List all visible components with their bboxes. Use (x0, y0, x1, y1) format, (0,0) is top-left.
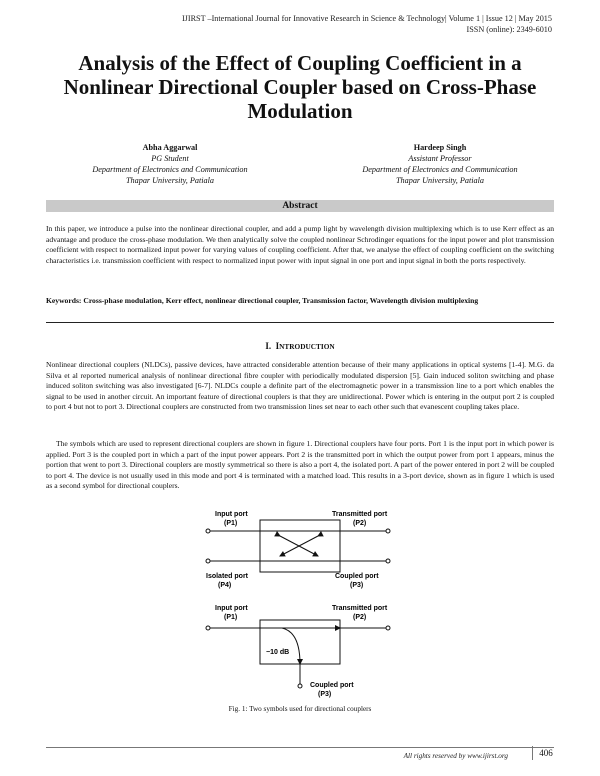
port-3-terminal (386, 559, 390, 563)
bottom-coupled-port-label: Coupled port (310, 682, 354, 689)
author-block-2 (325, 142, 555, 186)
port-4-terminal (206, 559, 210, 563)
top-coupled-port-label: Coupled port (335, 573, 379, 580)
figure-caption: Fig. 1: Two symbols used for directional couplers (228, 705, 372, 713)
author-role: Assistant Professor (408, 154, 472, 163)
section-number: I. (265, 341, 272, 351)
author-department: Department of Electronics and Communication (92, 165, 248, 174)
body-paragraph-1: Nonlinear directional couplers (NLDCs), passive devices, have attracted considerable attention because of their many applications in optical systems [1-4]. M.G. da Silva et al reported numerical analysis of nonlinear directional fibre coupler with periodically modulated dispersion [5]. Gain induced soliton switching and phase induced soliton switching was also investigated [6-7]. NLDCs couple a definite part of the electromagnetic power in a transmission line to a port which enables the signal to be used in another circuit. An important feature of directional couplers is that they are unidirectional. Power which is entering in the output port 2 is coupled to port 4 but not to port 3. Directional couplers are constructed from two transmission lines set near to each other such that evanescent coupling takes place. (46, 360, 554, 411)
section-title-initial: I (275, 341, 280, 351)
bottom-port-1-terminal (206, 626, 210, 630)
three-port-symbol (206, 605, 390, 698)
keywords-label: Keywords: (46, 296, 82, 305)
footer-divider (46, 747, 554, 748)
bottom-coupled-port-id: (P3) (318, 691, 332, 698)
top-isolated-port-label: Isolated port (206, 573, 249, 580)
top-input-port-id: (P1) (224, 520, 238, 527)
top-transmitted-port-label: Transmitted port (332, 511, 388, 518)
section-divider (46, 322, 554, 323)
bottom-input-port-label: Input port (215, 605, 248, 612)
issn-line: ISSN (online): 2349-6010 (466, 25, 552, 34)
keywords (46, 296, 554, 307)
bottom-port-2-terminal (386, 626, 390, 630)
bottom-transmitted-port-label: Transmitted port (332, 605, 388, 612)
port-2-terminal (386, 529, 390, 533)
abstract-heading: Abstract (46, 200, 554, 212)
author-affiliation: Thapar University, Patiala (395, 176, 484, 185)
footer-rights: All rights reserved by www.ijirst.org (403, 752, 508, 760)
author-block-1 (55, 142, 285, 186)
coupled-curve-arrow (282, 628, 300, 664)
paper-title: Analysis of the Effect of Coupling Coefficient in a Nonlinear Directional Coupler based on Cross-Phase Modulation (63, 51, 537, 123)
body-paragraph-2: The symbols which are used to represent directional couplers are shown in figure 1. Directional couplers have four ports. Port 1 is the input port in which power is applied. Port 3 is the coupled port in which a part of the input power appears. Port 2 is the transmitted port in which the output power from port 1 appears, minus the portion that went to port 3. Directional couplers are mostly symmetrical so there is also a port 4, the isolated port. A part of the power entered in port 2 will be coupled to port 4. The device is not usually used in this mode and port 4 is terminated with a matched load. This results in a 3-port device, shown as in figure 1 which is used as a second symbol for directional couplers. (46, 439, 554, 490)
port-1-terminal (206, 529, 210, 533)
directional-coupler-figure (200, 506, 400, 702)
journal-header: IJIRST –International Journal for Innovative Research in Science & Technology| Volume 1 | Issue 12 | May 2015 (181, 14, 552, 23)
bottom-port-3-terminal (298, 684, 302, 688)
attenuation-label: −10 dB (266, 649, 290, 656)
page-number: 406 (532, 746, 559, 760)
top-coupled-port-id: (P3) (350, 582, 364, 589)
author-role: PG Student (151, 154, 189, 163)
abstract-text: In this paper, we introduce a pulse into the nonlinear directional coupler, and add a pump light by wavelength division multiplexing which is to use Kerr effect as an advantage and produce the cross-phase modulation. We then analytically solve the coupled nonlinear Schrodinger equations for the input power and plot transmission coefficient with respect to normalized input power for varying values of coupling coefficient. After that, we analyse the effect of coupling coefficient on the switching characteristics i.e. transmission coefficient with respect to normalized input power with input signal in one port and input signal in both the ports respectively. (46, 224, 554, 265)
author-affiliation: Thapar University, Patiala (125, 176, 214, 185)
bottom-input-port-id: (P1) (224, 614, 238, 621)
bottom-transmitted-port-id: (P2) (353, 614, 367, 621)
author-name: Abha Aggarwal (142, 143, 198, 152)
four-port-symbol (206, 511, 390, 589)
top-isolated-port-id: (P4) (218, 582, 232, 589)
section-heading (0, 341, 600, 351)
author-name: Hardeep Singh (413, 143, 467, 152)
keywords-list: Cross-phase modulation, Kerr effect, nonlinear directional coupler, Transmission factor, Wavelength division multiplexing (83, 296, 479, 305)
section-title-rest: NTRODUCTION (279, 342, 335, 351)
author-department: Department of Electronics and Communication (362, 165, 518, 174)
top-transmitted-port-id: (P2) (353, 520, 367, 527)
top-input-port-label: Input port (215, 511, 248, 518)
